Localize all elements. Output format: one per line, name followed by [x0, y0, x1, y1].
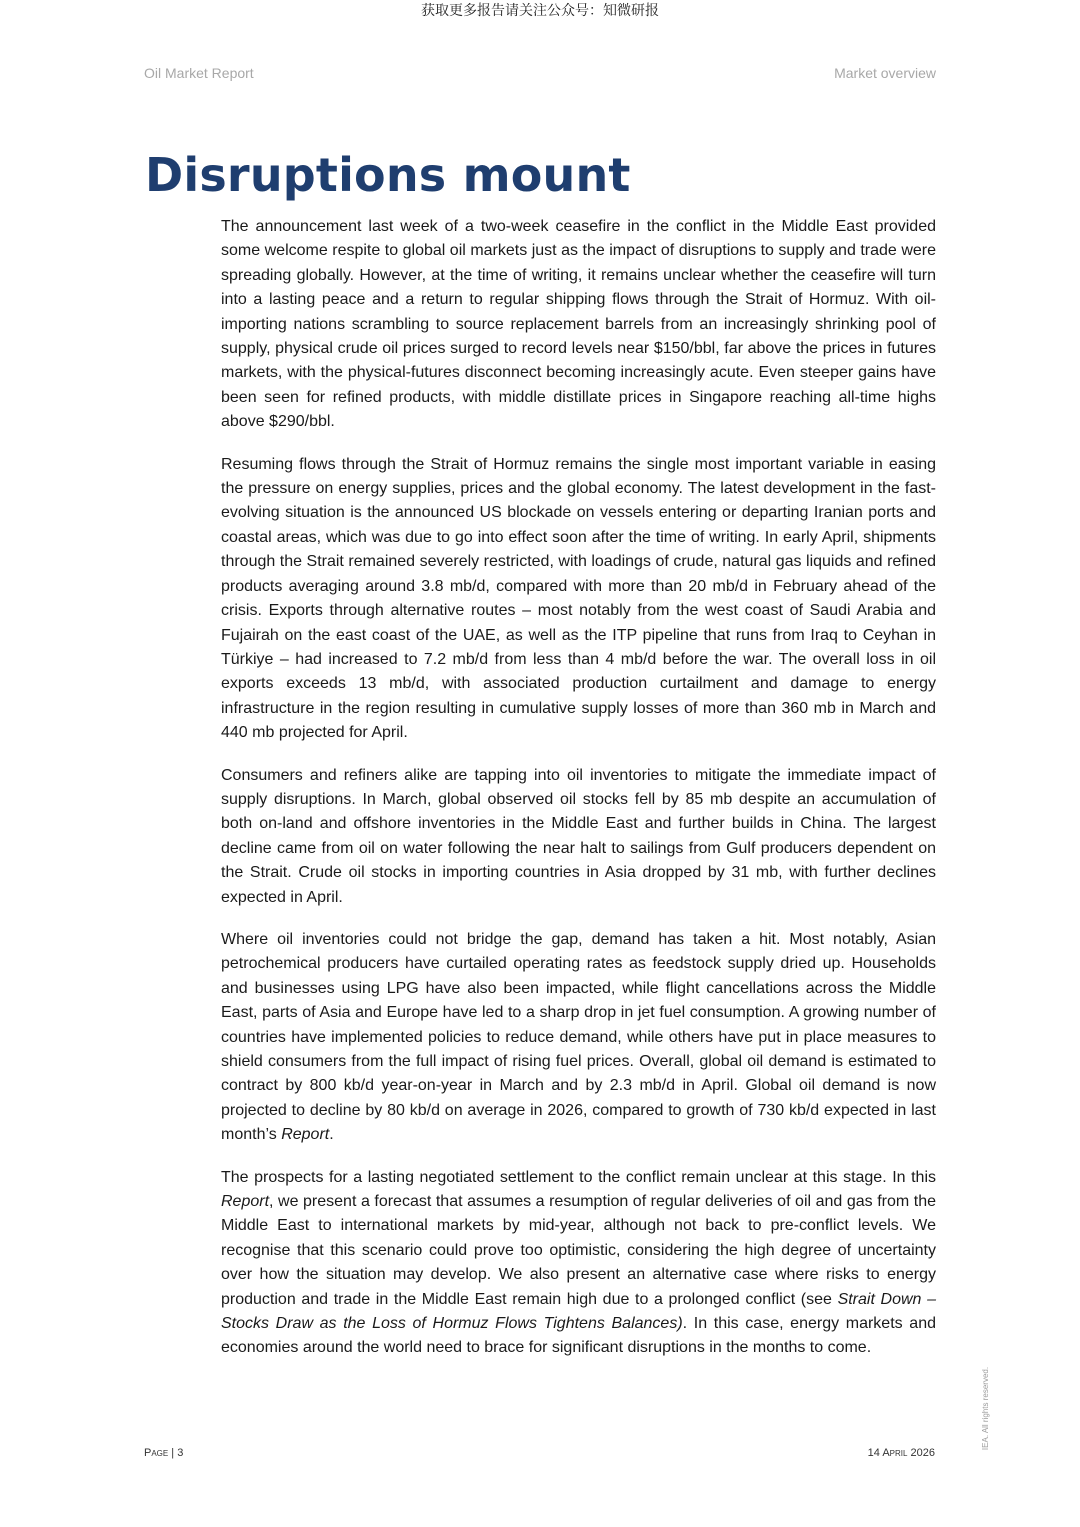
- page-number: Page | 3: [144, 1447, 184, 1459]
- paragraph-outlook: [221, 1166, 936, 1361]
- paragraph-outlook-text-a: The prospects for a lasting negotiated settlement to the conflict remain unclear at this stage. In this: [221, 1168, 936, 1186]
- publication-date: 14 April 2026: [867, 1447, 935, 1459]
- paragraph-demand-report-ref: Report: [281, 1126, 330, 1144]
- paragraph-hormuz-flows: Resuming flows through the Strait of Hormuz remains the single most important variable in easing the pressure on energy supplies, prices and the global economy. The latest development in the fast-evolving situation is the announced US blockade on vessels entering or departing Iranian ports and coastal areas, which was due to go into effect soon after the time of writing. In early April, shipments through the Strait remained severely restricted, with loadings of crude, natural gas liquids and refined products averaging around 3.8 mb/d, compared with more than 20 mb/d in February ahead of the crisis. Exports through alternative routes – most notably from the west coast of Saudi Arabia and Fujairah on the east coast of the UAE, as well as the ITP pipeline that runs from Iraq to Ceyhan in Türkiye – had increased to 7.2 mb/d from less than 4 mb/d before the war. The overall loss in oil exports exceeds 13 mb/d, with associated production curtailment and damage to energy infrastructure in the region resulting in cumulative supply losses of more than 360 mb in March and 440 mb projected for April.: [221, 455, 936, 742]
- body-text: [221, 215, 936, 1379]
- paragraph-demand-text: Where oil inventories could not bridge the gap, demand has taken a hit. Most notably, Asian petrochemical producers have curtailed operating rates as feedstock supply dried up. Households and businesses using LPG have also been impacted, while flight cancellations across the Middle East, parts of Asia and Europe have led to a sharp drop in jet fuel consumption. A growing number of countries have implemented policies to reduce demand, while others have put in place measures to shield consumers from the full impact of rising fuel prices. Overall, global oil demand is estimated to contract by 800 kb/d year-on-year in March and by 2.3 mb/d in April. Global oil demand is now projected to decline by 80 kb/d on average in 2026, compared to growth of 730 kb/d expected in last month’s: [221, 930, 936, 1144]
- rights-notice: IEA. All rights reserved.: [981, 1366, 990, 1451]
- paragraph-outlook-text-c: . In this case, energy markets and economies around the world need to brace for significant disruptions in the months to come.: [221, 1315, 936, 1357]
- paragraph-inventories: Consumers and refiners alike are tapping into oil inventories to mitigate the immediate impact of supply disruptions. In March, global observed oil stocks fell by 85 mb despite an accumulation of both on-land and offshore inventories in the Middle East and further builds in China. The largest decline came from oil on water following the near halt to sailings from Gulf producers dependent on the Strait. Crude oil stocks in importing countries in Asia dropped by 31 mb, with further declines expected in April.: [221, 766, 936, 906]
- page-title: Disruptions mount: [145, 148, 631, 202]
- running-header-report-name: Oil Market Report: [144, 65, 254, 81]
- paragraph-ceasefire: The announcement last week of a two-week ceasefire in the conflict in the Middle East provided some welcome respite to global oil markets just as the impact of disruptions to supply and trade were spreading globally. However, at the time of writing, it remains unclear whether the ceasefire will turn into a lasting peace and a return to regular shipping flows through the Strait of Hormuz. With oil-importing nations scrambling to source replacement barrels from an increasingly shrinking pool of supply, physical crude oil prices surged to record levels near $150/bbl, far above the prices in futures markets, with the physical-futures disconnect becoming increasingly acute. Even steeper gains have been seen for refined products, with middle distillate prices in Singapore reaching all-time highs above $290/bbl.: [221, 218, 936, 431]
- watermark-banner: 获取更多报告请关注公众号：知微研报: [421, 3, 659, 19]
- paragraph-demand: [221, 928, 936, 1148]
- paragraph-outlook-section-ref: Strait Down – Stocks Draw as the Loss of Hormuz Flows Tightens Balances): [221, 1290, 936, 1333]
- running-header-section-name: Market overview: [834, 65, 936, 81]
- paragraph-outlook-text-b: , we present a forecast that assumes a resumption of regular deliveries of oil and gas from the Middle East to international markets by mid-year, although not back to pre-conflict levels. We recognise that this scenario could prove too optimistic, considering the high degree of uncertainty over how the situation may develop. We also present an alternative case where risks to energy production and trade in the Middle East remain high due to a prolonged conflict (see: [221, 1193, 936, 1308]
- paragraph-outlook-report-ref: Report: [221, 1193, 270, 1211]
- paragraph-demand-end: .: [329, 1126, 334, 1144]
